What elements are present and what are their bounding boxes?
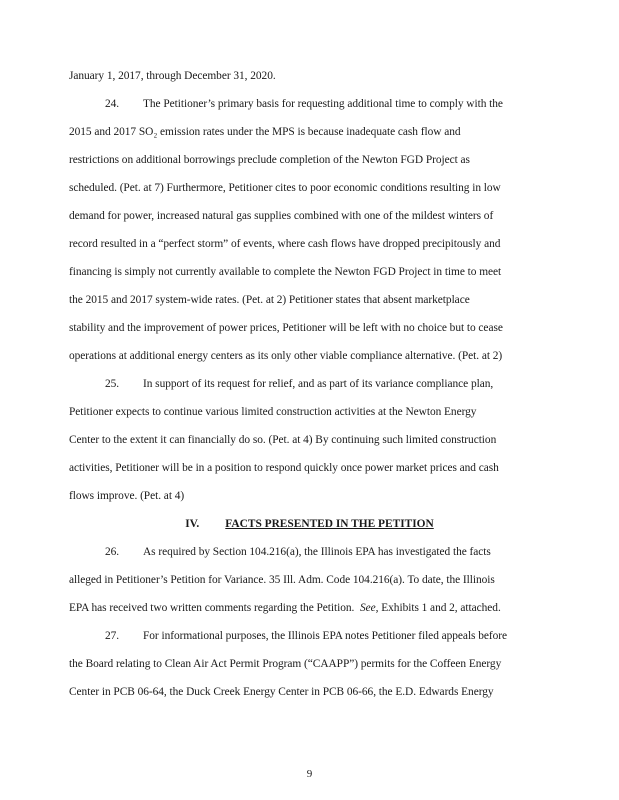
text-line-with-citation — [69, 601, 501, 615]
text-line: For informational purposes, the Illinois EPA notes Petitioner filed appeals before — [143, 630, 508, 642]
page-number: 9 — [306, 768, 313, 780]
text-line: In support of its request for relief, and as part of its variance compliance plan, — [143, 378, 494, 390]
text-line: 2015 and 2017 SO₂ emission rates under the MPS is because inadequate cash flow and — [69, 126, 461, 138]
text-line: operations at additional energy centers as its only other viable compliance alternative. (Pet. at 2) — [69, 350, 503, 362]
paragraph-number: 27. — [105, 630, 120, 642]
text-line: scheduled. (Pet. at 7) Furthermore, Petitioner cites to poor economic conditions resulting in low — [69, 182, 501, 194]
text-line: alleged in Petitioner’s Petition for Variance. 35 Ill. Adm. Code 104.216(a). To date, the Illinois — [69, 574, 495, 586]
text-line: restrictions on additional borrowings preclude completion of the Newton FGD Project as — [69, 154, 470, 166]
section-title: FACTS PRESENTED IN THE PETITION — [225, 518, 434, 530]
text-line: The Petitioner’s primary basis for requesting additional time to comply with the — [143, 98, 503, 110]
text-line: January 1, 2017, through December 31, 2020. — [69, 70, 276, 82]
text-line: Center to the extent it can financially do so. (Pet. at 4) By continuing such limited construction — [69, 434, 497, 446]
paragraph-24-first-line — [105, 97, 503, 111]
text-line: flows improve. (Pet. at 4) — [69, 490, 185, 502]
text-line: the 2015 and 2017 system-wide rates. (Pet. at 2) Petitioner states that absent marketplace — [69, 294, 470, 306]
paragraph-26-first-line — [105, 545, 491, 559]
text-line: the Board relating to Clean Air Act Permit Program (“CAAPP”) permits for the Coffeen Energy — [69, 658, 502, 670]
paragraph-number: 25. — [105, 378, 120, 390]
section-number: IV. — [185, 518, 200, 530]
text-line: demand for power, increased natural gas supplies combined with one of the mildest winters of — [69, 210, 494, 222]
paragraph-number: 26. — [105, 546, 120, 558]
see-signal: See, — [359, 602, 379, 614]
paragraph-27-first-line — [105, 629, 507, 643]
section-heading — [0, 517, 619, 531]
text-line: stability and the improvement of power prices, Petitioner will be left with no choice but to cease — [69, 322, 503, 334]
text-line: Petitioner expects to continue various limited construction activities at the Newton Energy — [69, 406, 477, 418]
text-line: activities, Petitioner will be in a position to respond quickly once power market prices and cash — [69, 462, 499, 474]
text-fragment: EPA has received two written comments regarding the Petition. — [69, 602, 355, 614]
text-line: As required by Section 104.216(a), the Illinois EPA has investigated the facts — [143, 546, 491, 558]
paragraph-number: 24. — [105, 98, 120, 110]
text-fragment: Exhibits 1 and 2, attached. — [381, 602, 501, 614]
text-line: financing is simply not currently available to complete the Newton FGD Project in time to meet — [69, 266, 502, 278]
text-line: Center in PCB 06-64, the Duck Creek Energy Center in PCB 06-66, the E.D. Edwards Energy — [69, 686, 494, 698]
paragraph-25-first-line — [105, 377, 493, 391]
text-line: record resulted in a “perfect storm” of events, where cash flows have dropped precipitously and — [69, 238, 501, 250]
